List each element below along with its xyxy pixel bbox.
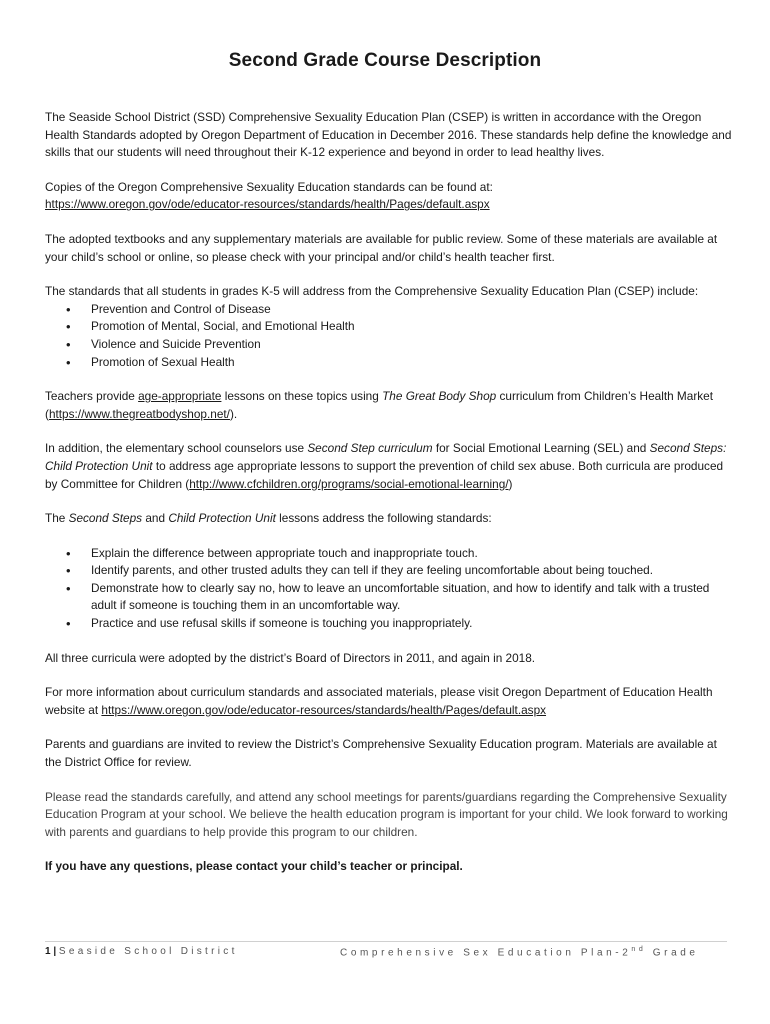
curriculum-name: Second Step curriculum — [307, 441, 433, 456]
curriculum-name: Second Steps — [68, 511, 143, 526]
text-run: Teachers provide — [45, 389, 139, 404]
footer-grade: Grade — [646, 947, 699, 959]
contact-paragraph: If you have any questions, please contact your child’s teacher or principal. — [45, 859, 463, 874]
standards-intro-paragraph — [45, 283, 735, 301]
textbooks-paragraph: The adopted textbooks and any supplementary materials are available for public review. Some of these materials are available at your child’s school or online, so please check with your principal and/or child’s health teacher first. — [45, 231, 718, 264]
lessons-intro-paragraph — [45, 510, 735, 528]
text-run: ). — [229, 406, 238, 421]
footer-district: Seaside School District — [58, 946, 238, 957]
list-item: • Violence and Suicide Prevention — [45, 336, 735, 354]
text-run: for Social Emotional Learning (SEL) and — [432, 441, 650, 456]
lessons-standards-list — [45, 545, 735, 633]
curriculum-name: Child Protection Unit — [168, 511, 276, 526]
standards-intro-text: The standards that all students in grades K-5 will address from the Comprehensive Sexuality Education Plan (CSEP) include: — [45, 284, 699, 299]
age-appropriate-link[interactable]: age-appropriate — [138, 389, 222, 404]
list-item: • Prevention and Control of Disease — [45, 301, 735, 319]
list-item: • Practice and use refusal skills if someone is touching you inappropriately. — [45, 615, 735, 633]
list-item: • Promotion of Mental, Social, and Emotional Health — [45, 318, 735, 336]
list-item: • Identify parents, and other trusted adults they can tell if they are feeling uncomfortable about being touched. — [45, 562, 735, 580]
counselors-paragraph — [45, 440, 735, 493]
list-item: • Explain the difference between appropriate touch and inappropriate touch. — [45, 545, 735, 563]
text-run: ) — [508, 476, 513, 491]
curriculum-name: Second Steps: Child Protection Unit — [45, 441, 727, 473]
footer-separator: | — [50, 946, 59, 957]
standards-copies-paragraph — [45, 179, 735, 214]
great-body-shop-link[interactable]: https://www.thegreatbodyshop.net/ — [48, 406, 230, 421]
text-run: The — [45, 511, 69, 526]
text-run: and — [142, 511, 169, 526]
footer-right — [340, 946, 699, 958]
footer-ordinal: nd — [631, 946, 647, 953]
more-info-paragraph — [45, 684, 735, 719]
parents-review-paragraph: Parents and guardians are invited to review the District’s Comprehensive Sexuality Education program. Materials are available at the District Office for review. — [45, 737, 717, 770]
footer-divider — [45, 941, 727, 942]
text-run: curriculum from Children’s Health Market ( — [45, 389, 713, 421]
page-title: Second Grade Course Description — [228, 50, 542, 71]
teachers-paragraph — [45, 388, 735, 423]
page-number: 1 — [45, 946, 51, 957]
footer-plan-title: Comprehensive Sex Education Plan-2 — [340, 947, 632, 959]
meetings-paragraph: Please read the standards carefully, and attend any school meetings for parents/guardians regarding the Comprehensive Sexuality Education Program at your school. We believe the health education program is important for your child. We look forward to working with parents and guardians to help provide this program to our children. — [45, 789, 728, 839]
footer-left — [45, 946, 238, 957]
list-item: • Promotion of Sexual Health — [45, 354, 735, 372]
text-run: lessons address the following standards: — [275, 511, 492, 526]
standards-list — [45, 301, 735, 371]
standards-copies-text: Copies of the Oregon Comprehensive Sexuality Education standards can be found at: — [45, 179, 493, 194]
list-item: • Demonstrate how to clearly say no, how to leave an uncomfortable situation, and how to identify and talk with a trusted adult if someone is touching them in an uncomfortable way. — [45, 580, 735, 615]
document-body — [45, 109, 735, 893]
adoption-paragraph: All three curricula were adopted by the district’s Board of Directors in 2011, and again in 2018. — [45, 650, 536, 665]
cfchildren-link[interactable]: http://www.cfchildren.org/programs/social-emotional-learning/ — [189, 476, 509, 491]
ode-health-link[interactable]: https://www.oregon.gov/ode/educator-resources/standards/health/Pages/default.aspx — [101, 702, 547, 717]
text-run: lessons on these topics using — [221, 389, 383, 404]
oregon-standards-link[interactable]: https://www.oregon.gov/ode/educator-resources/standards/health/Pages/default.aspx — [45, 197, 490, 212]
text-run: For more information about curriculum standards and associated materials, please visit Oregon Department of Education Health website at — [45, 685, 713, 717]
text-run: to address age appropriate lessons to support the prevention of child sex abuse. Both curricula are produced by Committee for Children ( — [45, 458, 724, 491]
curriculum-name: The Great Body Shop — [382, 389, 497, 404]
intro-paragraph: The Seaside School District (SSD) Comprehensive Sexuality Education Plan (CSEP) is written in accordance with the Oregon Health Standards adopted by Oregon Department of Education in December 2016. These standards help define the knowledge and skills that our students will need throughout their K-12 experience and beyond in order to lead healthy lives. — [45, 110, 732, 160]
text-run: In addition, the elementary school counselors use — [45, 441, 308, 456]
